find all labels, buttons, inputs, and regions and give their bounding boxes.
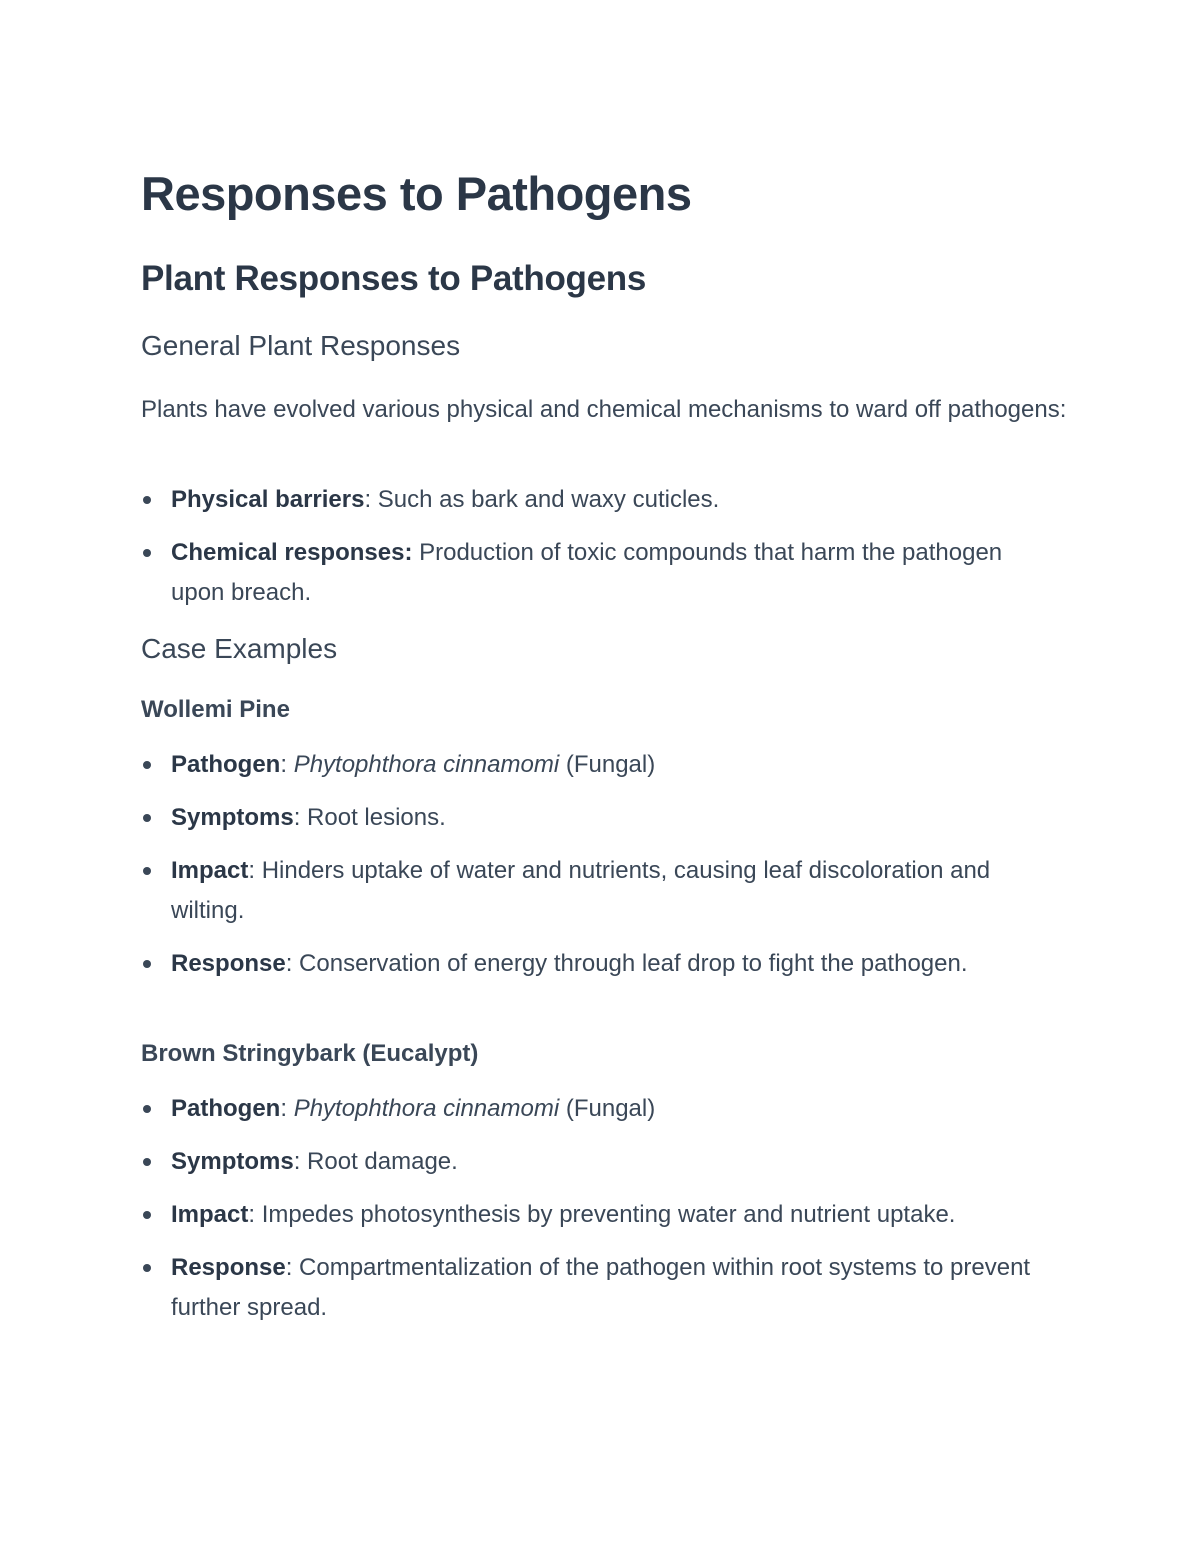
item-text: : Root lesions. xyxy=(293,804,446,831)
species-name: Phytophthora cinnamomi xyxy=(293,1095,560,1122)
case-examples-heading: Case Examples xyxy=(141,633,338,664)
item-text: : Compartmentalization of the pathogen within root systems to prevent further spread. xyxy=(171,1254,1031,1321)
list-item xyxy=(141,1248,1041,1328)
item-separator: : xyxy=(280,1095,294,1122)
item-label: Impact xyxy=(171,857,249,884)
brown-stringybark-list xyxy=(141,1089,1041,1341)
item-label: Pathogen xyxy=(171,1095,281,1122)
item-label: Pathogen xyxy=(171,751,281,778)
list-item xyxy=(141,798,1041,838)
item-label: Response xyxy=(171,950,286,977)
item-label: Chemical responses: xyxy=(171,539,413,566)
general-responses-list xyxy=(141,480,1041,626)
bullet-icon xyxy=(143,496,151,504)
pathogen-type: (Fungal) xyxy=(559,751,656,778)
list-item xyxy=(141,851,1041,931)
item-label: Response xyxy=(171,1254,286,1281)
list-item xyxy=(141,533,1041,613)
section-heading: Plant Responses to Pathogens xyxy=(141,259,647,298)
general-responses-intro: Plants have evolved various physical and chemical mechanisms to ward off pathogens: xyxy=(141,396,1067,423)
item-text: Production of toxic compounds that harm the pathogen upon breach. xyxy=(171,539,1003,606)
bullet-icon xyxy=(143,1264,151,1272)
list-item xyxy=(141,1089,1041,1129)
bullet-icon xyxy=(143,867,151,875)
wollemi-pine-list xyxy=(141,745,1041,997)
page-title: Responses to Pathogens xyxy=(141,167,692,220)
bullet-icon xyxy=(143,1211,151,1219)
species-name: Phytophthora cinnamomi xyxy=(293,751,560,778)
bullet-icon xyxy=(143,549,151,557)
item-text: : Impedes photosynthesis by preventing water and nutrient uptake. xyxy=(248,1201,956,1228)
list-item xyxy=(141,1195,1041,1235)
item-separator: : xyxy=(280,751,294,778)
item-label: Symptoms xyxy=(171,804,294,831)
item-label: Symptoms xyxy=(171,1148,294,1175)
brown-stringybark-heading: Brown Stringybark (Eucalypt) xyxy=(141,1040,479,1067)
item-text: : Root damage. xyxy=(293,1148,458,1175)
item-text: : Conservation of energy through leaf drop to fight the pathogen. xyxy=(285,950,968,977)
bullet-icon xyxy=(143,814,151,822)
list-item xyxy=(141,944,1041,984)
bullet-icon xyxy=(143,1105,151,1113)
item-label: Physical barriers xyxy=(171,486,365,513)
list-item xyxy=(141,1142,1041,1182)
list-item xyxy=(141,745,1041,785)
bullet-icon xyxy=(143,960,151,968)
bullet-icon xyxy=(143,1158,151,1166)
list-item xyxy=(141,480,1041,520)
wollemi-pine-heading: Wollemi Pine xyxy=(141,696,290,723)
item-text: : Hinders uptake of water and nutrients, causing leaf discoloration and wilting. xyxy=(171,857,991,924)
pathogen-type: (Fungal) xyxy=(559,1095,656,1122)
item-text: : Such as bark and waxy cuticles. xyxy=(364,486,720,513)
item-label: Impact xyxy=(171,1201,249,1228)
bullet-icon xyxy=(143,761,151,769)
general-responses-heading: General Plant Responses xyxy=(141,330,461,361)
